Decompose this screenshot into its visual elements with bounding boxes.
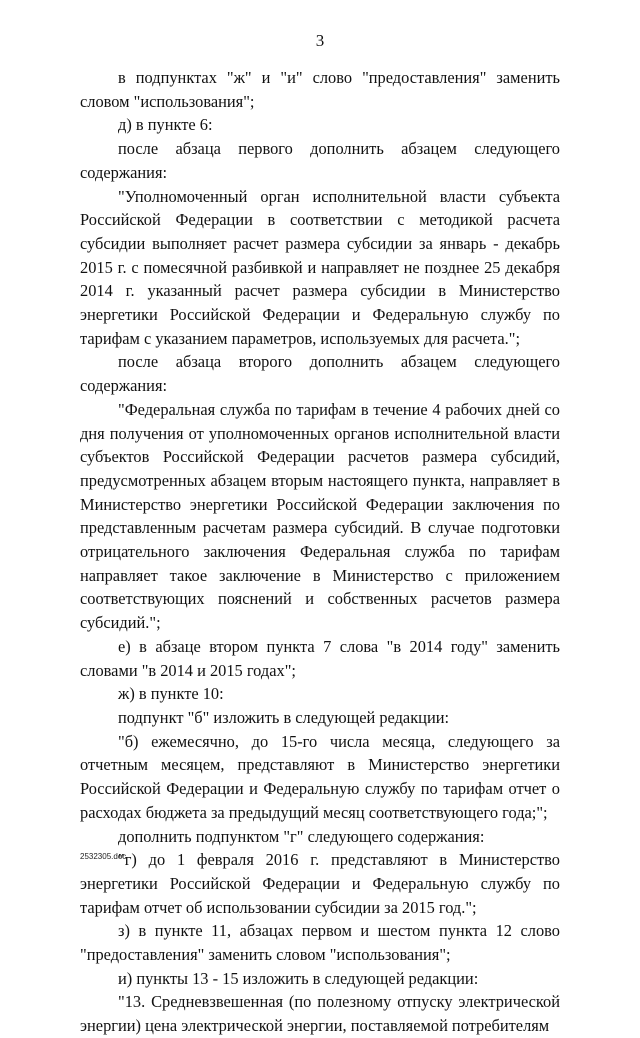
paragraph: "Федеральная служба по тарифам в течение 4 рабочих дней со дня получения от уполномоченных органов исполнительной власти субъектов Российской Федерации расчетов размера субсидий, предусмотренных абзацем вторым настоящего пункта, направляет в Министерство энергетики Российской Федерации заключения по представленным расчетам размера субсидий. В случае подготовки отрицательного заключения Федеральная служба по тарифам направляет такое заключение в Министерство с приложением соответствующих пояснений и собственных расчетов размера субсидий.";	[80, 399, 560, 633]
document-body	[80, 66, 560, 1038]
paragraph: после абзаца первого дополнить абзацем следующего содержания:	[80, 139, 560, 182]
footer-filename: 2532305.doc	[80, 852, 127, 861]
paragraph: "13. Средневзвешенная (по полезному отпуску электрической энергии) цена электрической энергии, поставляемой потребителям	[80, 992, 560, 1036]
paragraph: "Уполномоченный орган исполнительной власти субъекта Российской Федерации в соответствии с методикой расчета субсидии выполняет расчет размера субсидии за январь - декабрь 2015 г. с помесячной разбивкой и направляет не позднее 25 декабря 2014 г. указанный расчет размера субсидии в Министерство энергетики Российской Федерации и Федеральную службу по тарифам с указанием параметров, используемых для расчета.";	[80, 186, 560, 348]
paragraph: д) в пункте 6:	[118, 115, 213, 135]
paragraph: после абзаца второго дополнить абзацем следующего содержания:	[80, 352, 560, 396]
paragraph: дополнить подпунктом "г" следующего содержания:	[118, 826, 485, 846]
paragraph: и) пункты 13 - 15 изложить в следующей редакции:	[118, 968, 479, 988]
page-number: 3	[315, 31, 325, 50]
paragraph: "б) ежемесячно, до 15-го числа месяца, следующего за отчетным месяцем, представляют в Министерство энергетики Российской Федерации и Федеральную службу по тарифам отчет о расходах бюджета за предыдущий месяц соответствующего года;";	[80, 731, 560, 822]
paragraph: з) в пункте 11, абзацах первом и шестом пункта 12 слово "предоставления" заменить словом "использования";	[80, 921, 560, 965]
paragraph: в подпунктах "ж" и "и" слово "предоставления" заменить словом "использования";	[80, 68, 560, 111]
paragraph: е) в абзаце втором пункта 7 слова "в 2014 году" заменить словами "в 2014 и 2015 годах";	[80, 636, 560, 680]
paragraph: ж) в пункте 10:	[118, 684, 224, 704]
paragraph: "г) до 1 февраля 2016 г. представляют в Министерство энергетики Российской Федерации и Федеральную службу по тарифам отчет об использовании субсидии за 2015 год.";	[80, 850, 560, 917]
paragraph: подпункт "б" изложить в следующей редакции:	[118, 707, 450, 727]
